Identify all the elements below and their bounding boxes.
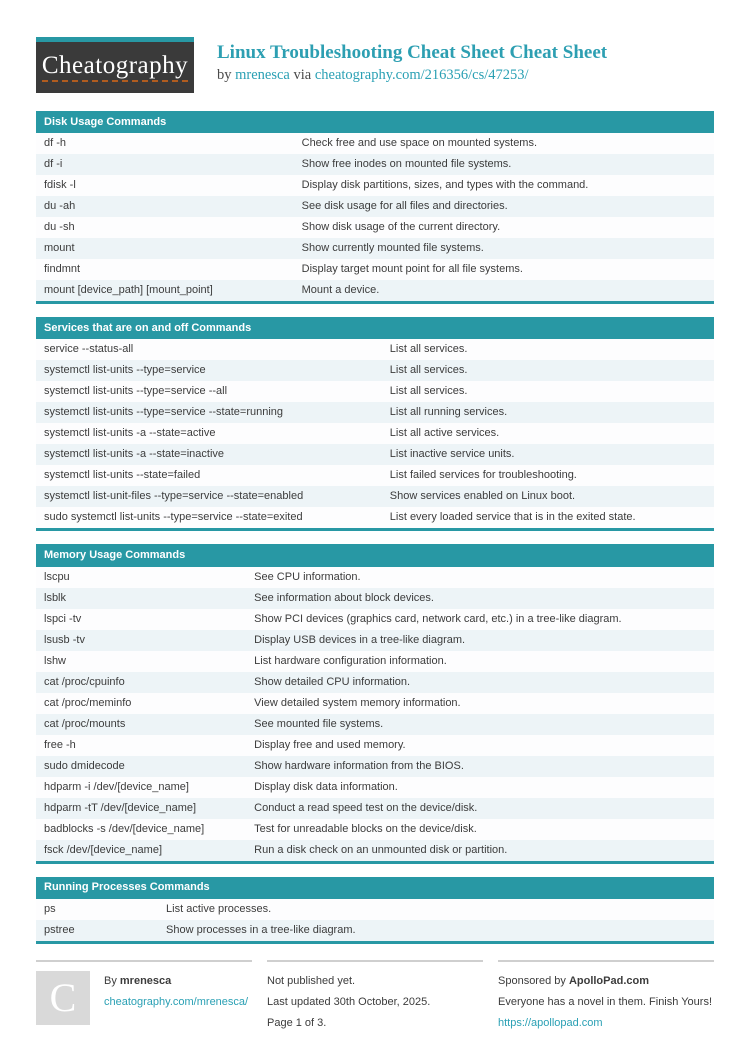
section-title: Memory Usage Commands <box>36 544 714 566</box>
byline-prefix: by <box>217 66 236 83</box>
status-not-published: Not published yet. <box>267 974 356 987</box>
description-cell: List failed services for troubleshooting. <box>389 469 577 482</box>
command-cell: systemctl list-units -a --state=inactive <box>44 448 225 461</box>
description-cell: Show PCI devices (graphics card, network card, etc.) in a tree-like diagram. <box>254 612 622 625</box>
command-cell: lspci -tv <box>44 612 82 625</box>
page-footer <box>36 960 714 1034</box>
table-row <box>36 423 714 444</box>
status-last-updated: Last updated 30th October, 2025. <box>267 995 431 1008</box>
description-cell: See CPU information. <box>254 570 361 583</box>
command-cell: systemctl list-units --state=failed <box>44 469 201 482</box>
description-cell: List all services. <box>389 385 468 398</box>
command-cell: lscpu <box>44 570 70 583</box>
command-cell: systemctl list-units -a --state=active <box>44 427 216 440</box>
sponsor-name: ApolloPad.com <box>568 974 649 987</box>
description-cell: Display USB devices in a tree-like diagram. <box>254 633 466 646</box>
command-cell: du -sh <box>44 221 75 234</box>
command-cell: hdparm -i /dev/[device_name] <box>44 780 189 793</box>
command-cell: free -h <box>44 738 76 751</box>
table-row <box>36 840 714 861</box>
description-cell: Run a disk check on an unmounted disk or partition. <box>254 843 508 856</box>
command-cell: systemctl list-units --type=service --state=running <box>44 406 284 419</box>
footer-author-info <box>104 971 248 1034</box>
table-row <box>36 465 714 486</box>
description-cell: Check free and use space on mounted systems. <box>301 137 538 150</box>
table-row <box>36 196 714 217</box>
description-cell: View detailed system memory information. <box>254 696 461 709</box>
table-row <box>36 899 714 920</box>
description-cell: See disk usage for all files and directories. <box>301 200 508 213</box>
table-row <box>36 280 714 301</box>
command-cell: sudo systemctl list-units --type=service --state=exited <box>44 511 303 524</box>
description-cell: List inactive service units. <box>389 448 515 461</box>
table-row <box>36 672 714 693</box>
footer-profile-link[interactable]: cheatography.com/mrenesca/ <box>104 995 249 1008</box>
via-label: via <box>289 66 315 83</box>
command-cell: fdisk -l <box>44 179 76 192</box>
table-row <box>36 567 714 588</box>
cheatography-logo-text: Cheatography <box>42 53 188 82</box>
command-cell: lsusb -tv <box>44 633 85 646</box>
command-cell: cat /proc/meminfo <box>44 696 132 709</box>
table-row <box>36 798 714 819</box>
description-cell: List all running services. <box>389 406 508 419</box>
table-row <box>36 259 714 280</box>
footer-status-column <box>267 960 483 1034</box>
description-cell: List every loaded service that is in the exited state. <box>389 511 636 524</box>
command-cell: systemctl list-units --type=service <box>44 364 206 377</box>
table-row <box>36 651 714 672</box>
command-cell: service --status-all <box>44 343 134 356</box>
source-link[interactable]: cheatography.com/216356/cs/47253/ <box>314 66 529 83</box>
page-title: Linux Troubleshooting Cheat Sheet Cheat Sheet <box>217 42 608 63</box>
command-section <box>36 111 714 304</box>
table-row <box>36 630 714 651</box>
cheatography-logo[interactable] <box>36 37 194 93</box>
description-cell: List all active services. <box>389 427 500 440</box>
command-cell: mount <box>44 242 75 255</box>
command-section <box>36 317 714 531</box>
description-cell: Display free and used memory. <box>254 738 406 751</box>
table-row <box>36 714 714 735</box>
section-title: Services that are on and off Commands <box>36 317 714 339</box>
status-page-number: Page 1 of 3. <box>267 1016 327 1029</box>
footer-by-prefix: By <box>104 974 120 987</box>
table-row <box>36 175 714 196</box>
command-cell: lsblk <box>44 591 67 604</box>
table-row <box>36 735 714 756</box>
command-cell: du -ah <box>44 200 76 213</box>
description-cell: Show hardware information from the BIOS. <box>254 759 464 772</box>
description-cell: Show detailed CPU information. <box>254 675 411 688</box>
description-cell: List active processes. <box>166 902 272 915</box>
command-cell: cat /proc/cpuinfo <box>44 675 125 688</box>
author-link[interactable]: mrenesca <box>235 66 290 83</box>
command-cell: cat /proc/mounts <box>44 717 126 730</box>
footer-byline <box>104 971 248 992</box>
table-row <box>36 154 714 175</box>
table-row <box>36 339 714 360</box>
command-cell: systemctl list-unit-files --type=service --state=enabled <box>44 490 304 503</box>
command-cell: ps <box>44 902 56 915</box>
table-row <box>36 381 714 402</box>
description-cell: Show disk usage of the current directory. <box>301 221 501 234</box>
table-row <box>36 133 714 154</box>
c-logo-letter: C <box>49 974 77 1020</box>
description-cell: Mount a device. <box>301 284 380 297</box>
command-cell: badblocks -s /dev/[device_name] <box>44 822 205 835</box>
table-row <box>36 756 714 777</box>
table-row <box>36 819 714 840</box>
footer-author-name: mrenesca <box>119 974 172 987</box>
byline <box>217 67 607 84</box>
description-cell: Display disk data information. <box>254 780 398 793</box>
command-cell: df -h <box>44 137 67 150</box>
description-cell: Display target mount point for all file systems. <box>301 263 523 276</box>
command-section <box>36 877 714 944</box>
command-cell: fsck /dev/[device_name] <box>44 843 163 856</box>
cheatography-c-icon <box>36 971 90 1025</box>
description-cell: See information about block devices. <box>254 591 434 604</box>
description-cell: List hardware configuration information. <box>254 654 447 667</box>
section-title: Running Processes Commands <box>36 877 714 899</box>
description-cell: List all services. <box>389 343 468 356</box>
footer-author-column <box>36 960 252 1034</box>
description-cell: List all services. <box>389 364 468 377</box>
title-block <box>194 37 607 84</box>
command-cell: hdparm -tT /dev/[device_name] <box>44 801 197 814</box>
command-cell: systemctl list-units --type=service --all <box>44 385 228 398</box>
sponsor-tagline: Everyone has a novel in them. Finish Yours! <box>498 995 713 1008</box>
table-row <box>36 609 714 630</box>
table-row <box>36 217 714 238</box>
description-cell: Display disk partitions, sizes, and types with the command. <box>301 179 589 192</box>
command-cell: mount [device_path] [mount_point] <box>44 284 213 297</box>
table-row <box>36 402 714 423</box>
description-cell: Conduct a read speed test on the device/disk. <box>254 801 478 814</box>
sponsor-line <box>498 971 714 992</box>
table-row <box>36 360 714 381</box>
table-row <box>36 693 714 714</box>
command-cell: df -i <box>44 158 63 171</box>
description-cell: Show processes in a tree-like diagram. <box>166 923 356 936</box>
table-row <box>36 486 714 507</box>
table-row <box>36 507 714 528</box>
table-row <box>36 920 714 941</box>
description-cell: Show services enabled on Linux boot. <box>389 490 576 503</box>
section-title: Disk Usage Commands <box>36 111 714 133</box>
description-cell: Show currently mounted file systems. <box>301 242 484 255</box>
sponsor-prefix: Sponsored by <box>498 974 569 987</box>
footer-sponsor-column <box>498 960 714 1034</box>
command-cell: sudo dmidecode <box>44 759 125 772</box>
page-header <box>36 37 714 93</box>
description-cell: Show free inodes on mounted file systems. <box>301 158 512 171</box>
command-cell: findmnt <box>44 263 81 276</box>
sections-container <box>36 111 714 944</box>
description-cell: Test for unreadable blocks on the device/disk. <box>254 822 477 835</box>
table-row <box>36 777 714 798</box>
table-row <box>36 588 714 609</box>
table-row <box>36 444 714 465</box>
command-cell: pstree <box>44 923 75 936</box>
table-row <box>36 238 714 259</box>
command-section <box>36 544 714 863</box>
description-cell: See mounted file systems. <box>254 717 384 730</box>
sponsor-link[interactable]: https://apollopad.com <box>498 1016 603 1029</box>
command-cell: lshw <box>44 654 67 667</box>
